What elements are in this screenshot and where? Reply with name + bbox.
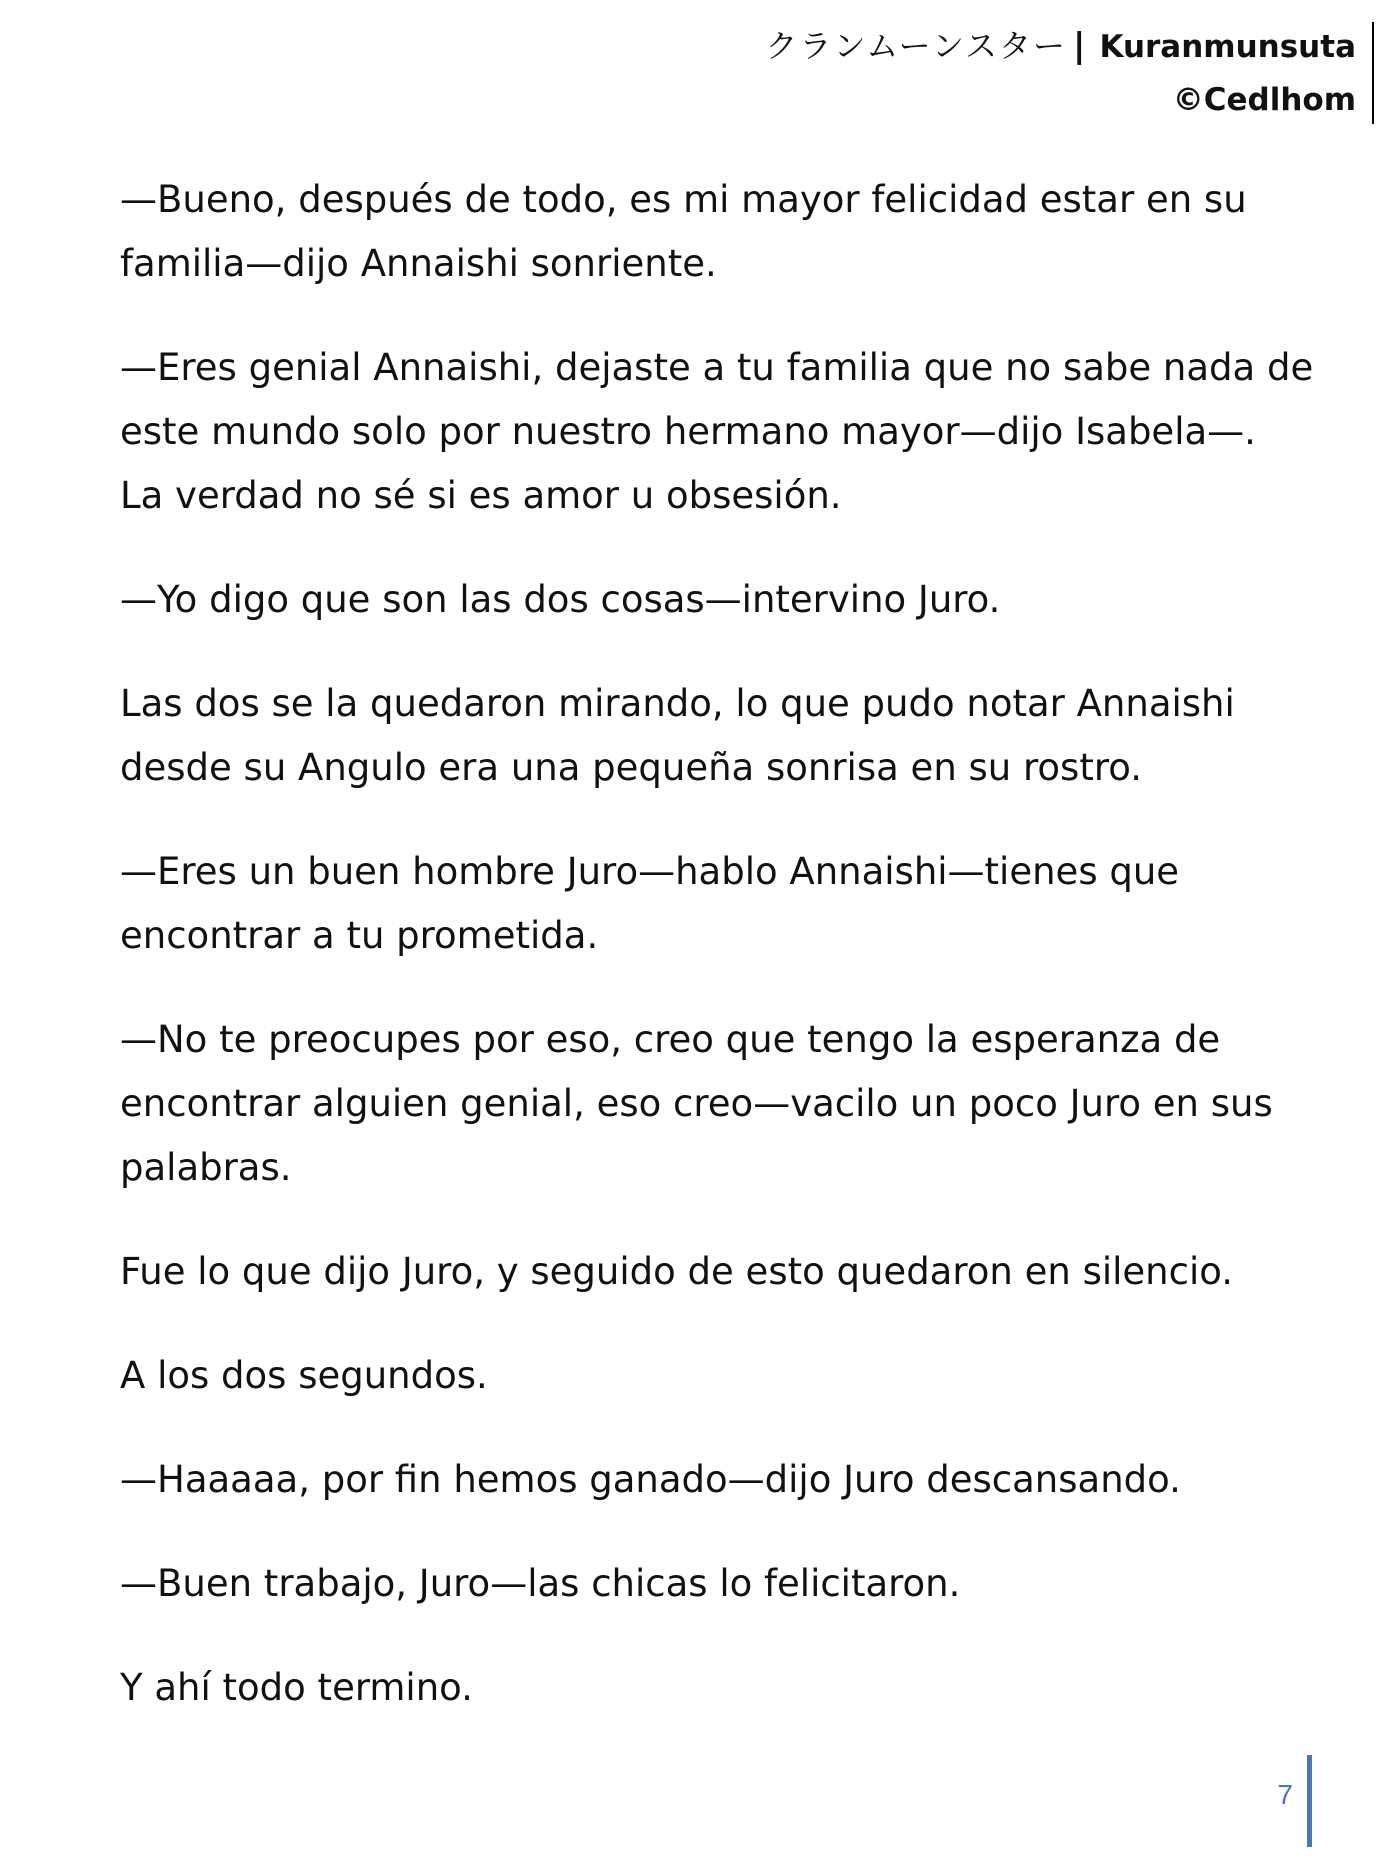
paragraph: —No te preocupes por eso, creo que tengo la esperanza de encontrar alguien genial, eso creo—vacilo un poco Juro en sus palabras.	[120, 1018, 1273, 1189]
page-number-bar	[1307, 1755, 1312, 1847]
paragraph: Fue lo que dijo Juro, y seguido de esto quedaron en silencio.	[120, 1250, 1233, 1293]
page-footer	[1277, 1755, 1312, 1847]
paragraph: —Eres genial Annaishi, dejaste a tu familia que no sabe nada de este mundo solo por nuestro hermano mayor—dijo Isabela—. La verdad no sé si es amor u obsesión.	[120, 346, 1314, 517]
document-body	[120, 168, 1320, 1760]
paragraph: —Bueno, después de todo, es mi mayor felicidad estar en su familia—dijo Annaishi sonriente.	[120, 178, 1247, 285]
header-copyright: ©Cedlhom	[1172, 82, 1356, 118]
paragraph: A los dos segundos.	[120, 1354, 488, 1397]
header-title-line	[766, 22, 1356, 76]
header-separator: |	[1073, 26, 1086, 66]
header-japanese-title: クランムーンスター	[765, 27, 1068, 65]
paragraph: Las dos se la quedaron mirando, lo que pudo notar Annaishi desde su Angulo era una pequeña sonrisa en su rostro.	[120, 682, 1235, 789]
paragraph: Y ahí todo termino.	[120, 1666, 473, 1709]
paragraph: —Buen trabajo, Juro—las chicas lo felicitaron.	[120, 1562, 961, 1605]
page-number: 7	[1277, 1779, 1293, 1810]
header-romanized-title: Kuranmunsuta	[1099, 29, 1356, 65]
paragraph: —Eres un buen hombre Juro—hablo Annaishi—tienes que encontrar a tu prometida.	[120, 850, 1180, 957]
paragraph: —Yo digo que son las dos cosas—intervino Juro.	[120, 578, 1001, 621]
paragraph: —Haaaaa, por fin hemos ganado—dijo Juro descansando.	[120, 1458, 1181, 1501]
page-header	[766, 22, 1374, 124]
